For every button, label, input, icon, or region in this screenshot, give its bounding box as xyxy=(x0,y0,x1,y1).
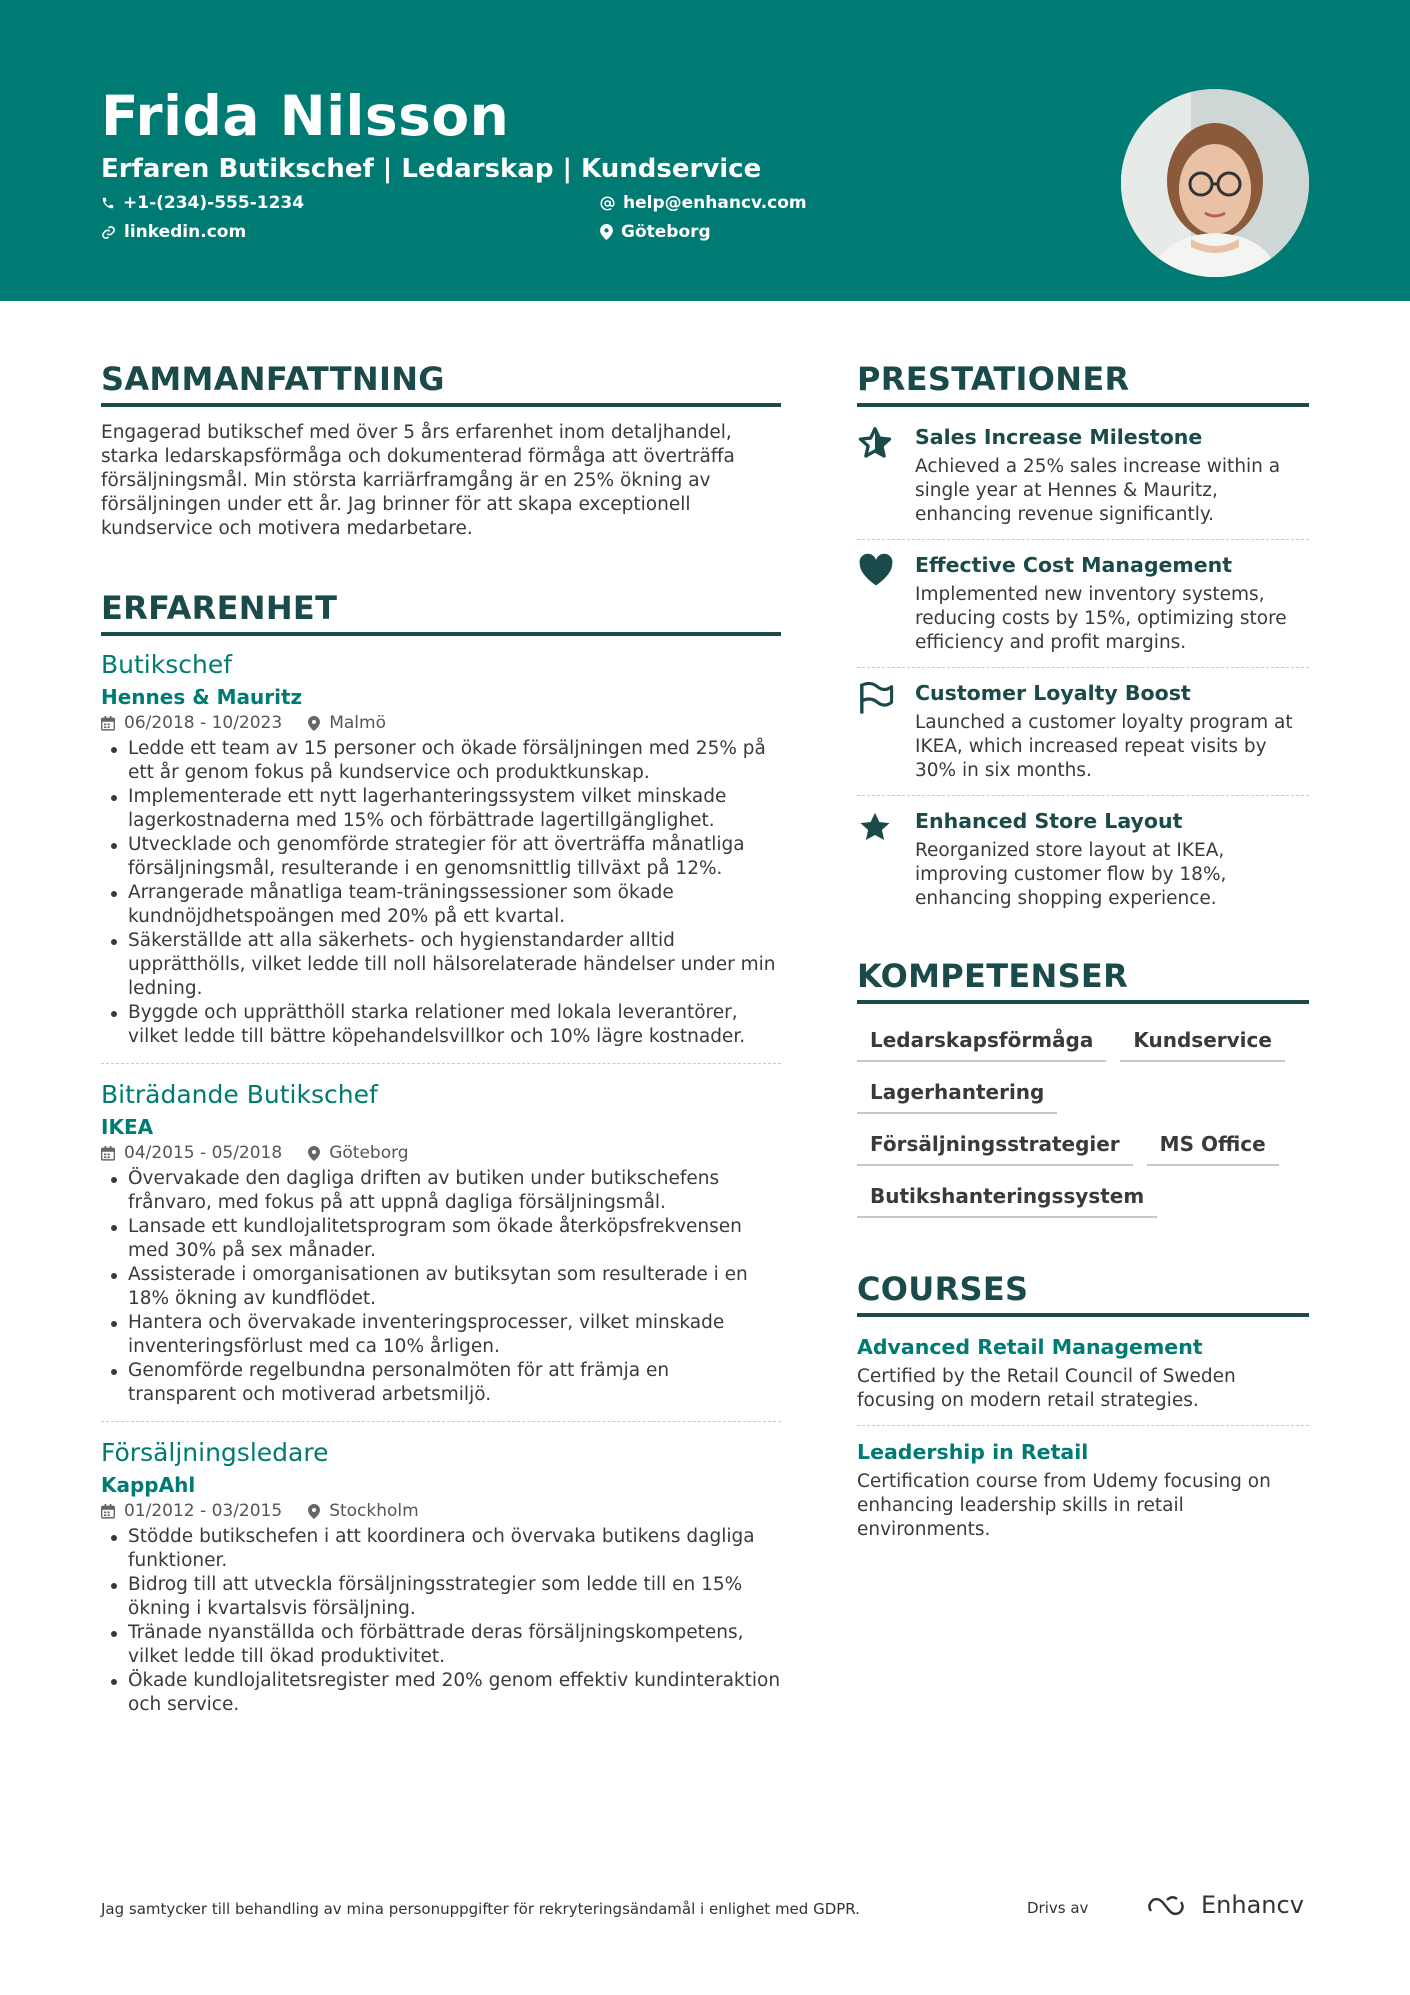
skill-tag: Försäljningsstrategier xyxy=(857,1118,1133,1166)
job-bullet: Stödde butikschefen i att koordinera och övervaka butikens dagliga funktioner. xyxy=(101,1525,781,1573)
job-company: KappAhl xyxy=(101,1473,196,1497)
job-entry xyxy=(101,650,781,1064)
job-dates: 04/2015 - 05/2018 xyxy=(124,1143,283,1163)
achievement-text: Launched a customer loyalty program at IKEA, which increased repeat visits by 30% in six months. xyxy=(915,712,1293,781)
heart-icon xyxy=(857,553,895,587)
job-location: Stockholm xyxy=(329,1501,419,1521)
candidate-title: Erfaren Butikschef | Ledarskap | Kundservice xyxy=(101,154,762,184)
resume-header xyxy=(0,0,1410,301)
calendar-icon xyxy=(101,1146,115,1161)
location-pin-icon xyxy=(308,716,320,731)
skills-section xyxy=(857,957,1309,1222)
job-bullets xyxy=(101,737,781,1049)
location-pin-icon xyxy=(308,1146,320,1161)
job-bullet: Bidrog till att utveckla försäljningsstrategier som ledde till en 15% ökning i kvartalsvis försäljning. xyxy=(101,1573,781,1621)
calendar-icon xyxy=(101,1504,115,1519)
experience-heading: ERFARENHET xyxy=(101,589,781,636)
contact-email[interactable] xyxy=(600,193,807,213)
job-bullet: Arrangerade månatliga team-träningssessioner som ökade kundnöjdhetspoängen med 20% på ett kvartal. xyxy=(101,881,781,929)
job-bullet: Övervakade den dagliga driften av butiken under butikschefens frånvaro, med fokus på att uppnå dagliga försäljningsmål. xyxy=(101,1167,781,1215)
summary-section xyxy=(101,360,781,541)
achievements-heading: PRESTATIONER xyxy=(857,360,1309,407)
achievement-item xyxy=(857,809,1309,923)
job-bullet: Säkerställde att alla säkerhets- och hygienstandarder alltid upprätthölls, vilket ledde till noll hälsorelaterade händelser under min ledning. xyxy=(101,929,781,1001)
course-item xyxy=(857,1440,1309,1554)
skills-list xyxy=(857,1014,1309,1222)
job-bullet: Hantera och övervakade inventeringsprocesser, vilket minskade inventeringsförlust med ca 10% årligen. xyxy=(101,1311,781,1359)
job-company: IKEA xyxy=(101,1115,154,1139)
job-bullets xyxy=(101,1525,781,1717)
contact-location xyxy=(600,222,711,242)
achievements-section xyxy=(857,360,1309,923)
course-title: Advanced Retail Management xyxy=(857,1335,1203,1359)
job-location: Malmö xyxy=(329,713,386,733)
job-bullet: Ledde ett team av 15 personer och ökade försäljningen med 25% på ett år genom fokus på kundservice och produktkunskap. xyxy=(101,737,781,785)
courses-section xyxy=(857,1270,1309,1554)
achievement-title: Enhanced Store Layout xyxy=(915,809,1183,833)
job-entry xyxy=(101,1438,781,1731)
skills-heading: KOMPETENSER xyxy=(857,957,1309,1004)
job-bullets xyxy=(101,1167,781,1407)
flag-icon xyxy=(857,681,895,715)
course-item xyxy=(857,1335,1309,1426)
job-bullet: Byggde och upprätthöll starka relationer med lokala leverantörer, vilket ledde till bättre köpehandelsvillkor och 10% lägre kostnader. xyxy=(101,1001,781,1049)
job-bullet: Genomförde regelbundna personalmöten för att främja en transparent och motiverad arbetsmiljö. xyxy=(101,1359,781,1407)
job-bullet: Implementerade ett nytt lagerhanteringssystem vilket minskade lagerkostnaderna med 15% och förbättrade lagertillgänglighet. xyxy=(101,785,781,833)
right-column xyxy=(857,360,1309,1568)
profile-photo xyxy=(1121,89,1309,277)
achievement-text: Reorganized store layout at IKEA, improving customer flow by 18%, enhancing shopping experience. xyxy=(915,840,1227,909)
job-entry xyxy=(101,1080,781,1422)
achievement-item xyxy=(857,425,1309,540)
star-outline-icon xyxy=(857,425,893,461)
left-column xyxy=(101,360,781,1747)
job-role: Försäljningsledare xyxy=(101,1438,329,1467)
achievement-title: Effective Cost Management xyxy=(915,553,1233,577)
job-bullet: Assisterade i omorganisationen av butiksytan som resulterade i en 18% ökning av kundflödet. xyxy=(101,1263,781,1311)
job-bullet: Lansade ett kundlojalitetsprogram som ökade återköpsfrekvensen med 30% på sex månader. xyxy=(101,1215,781,1263)
link-icon xyxy=(101,225,116,240)
gdpr-consent: Jag samtycker till behandling av mina personuppgifter för rekryteringsändamål i enlighet med GDPR. xyxy=(101,1900,860,1918)
calendar-icon xyxy=(101,716,115,731)
skill-tag: MS Office xyxy=(1147,1118,1279,1166)
at-icon xyxy=(600,196,615,211)
job-company: Hennes & Mauritz xyxy=(101,685,303,709)
enhancv-brand: Enhancv xyxy=(1201,1891,1304,1919)
job-role: Butikschef xyxy=(101,650,233,679)
skill-tag: Kundservice xyxy=(1120,1014,1285,1062)
linkedin-text: linkedin.com xyxy=(124,222,247,242)
contact-linkedin[interactable] xyxy=(101,222,246,242)
achievement-text: Achieved a 25% sales increase within a single year at Hennes & Mauritz, enhancing revenue significantly. xyxy=(915,456,1281,525)
job-bullet: Utvecklade och genomförde strategier för att överträffa månatliga försäljningsmål, resulterande i en genomsnittlig tillväxt på 12%. xyxy=(101,833,781,881)
phone-text: +1-(234)-555-1234 xyxy=(123,193,305,213)
summary-heading: SAMMANFATTNING xyxy=(101,360,781,407)
job-meta xyxy=(101,713,781,733)
email-text: help@enhancv.com xyxy=(623,193,807,213)
job-dates: 01/2012 - 03/2015 xyxy=(124,1501,283,1521)
enhancv-logo-icon xyxy=(1147,1893,1193,1917)
job-meta xyxy=(101,1143,781,1163)
job-bullet: Tränade nyanställda och förbättrade deras försäljningskompetens, vilket ledde till ökad produktivitet. xyxy=(101,1621,781,1669)
job-meta xyxy=(101,1501,781,1521)
job-bullet: Ökade kundlojalitetsregister med 20% genom effektiv kundinteraktion och service. xyxy=(101,1669,781,1717)
location-text: Göteborg xyxy=(621,222,711,242)
achievement-item xyxy=(857,553,1309,668)
enhancv-logo[interactable] xyxy=(1147,1891,1304,1919)
location-pin-icon xyxy=(308,1504,320,1519)
job-role: Biträdande Butikschef xyxy=(101,1080,378,1109)
achievement-item xyxy=(857,681,1309,796)
phone-icon xyxy=(101,196,115,210)
candidate-name: Frida Nilsson xyxy=(101,84,510,148)
location-pin-icon xyxy=(600,224,613,240)
summary-text: Engagerad butikschef med över 5 års erfarenhet inom detaljhandel, starka ledarskapsförmåga och dokumenterad förmåga att överträffa försäljningsmål. Min största karriärframgång är en 25% ökning av försäljningen under ett år. Jag brinner för att skapa exceptionell kundservice och motivera medarbetare. xyxy=(101,422,735,539)
experience-section xyxy=(101,589,781,1731)
job-location: Göteborg xyxy=(329,1143,409,1163)
achievement-title: Customer Loyalty Boost xyxy=(915,681,1191,705)
contact-phone xyxy=(101,193,304,213)
course-text: Certification course from Udemy focusing on enhancing leadership skills in retail environments. xyxy=(857,1471,1271,1540)
skill-tag: Lagerhantering xyxy=(857,1066,1057,1114)
achievement-title: Sales Increase Milestone xyxy=(915,425,1203,449)
powered-by-label: Drivs av xyxy=(1027,1899,1089,1917)
achievement-text: Implemented new inventory systems, reducing costs by 15%, optimizing store efficiency and profit margins. xyxy=(915,584,1287,653)
course-text: Certified by the Retail Council of Sweden focusing on modern retail strategies. xyxy=(857,1366,1236,1411)
course-title: Leadership in Retail xyxy=(857,1440,1089,1464)
courses-heading: COURSES xyxy=(857,1270,1309,1317)
skill-tag: Ledarskapsförmåga xyxy=(857,1014,1106,1062)
job-dates: 06/2018 - 10/2023 xyxy=(124,713,283,733)
star-icon xyxy=(857,809,893,845)
skill-tag: Butikshanteringssystem xyxy=(857,1170,1157,1218)
